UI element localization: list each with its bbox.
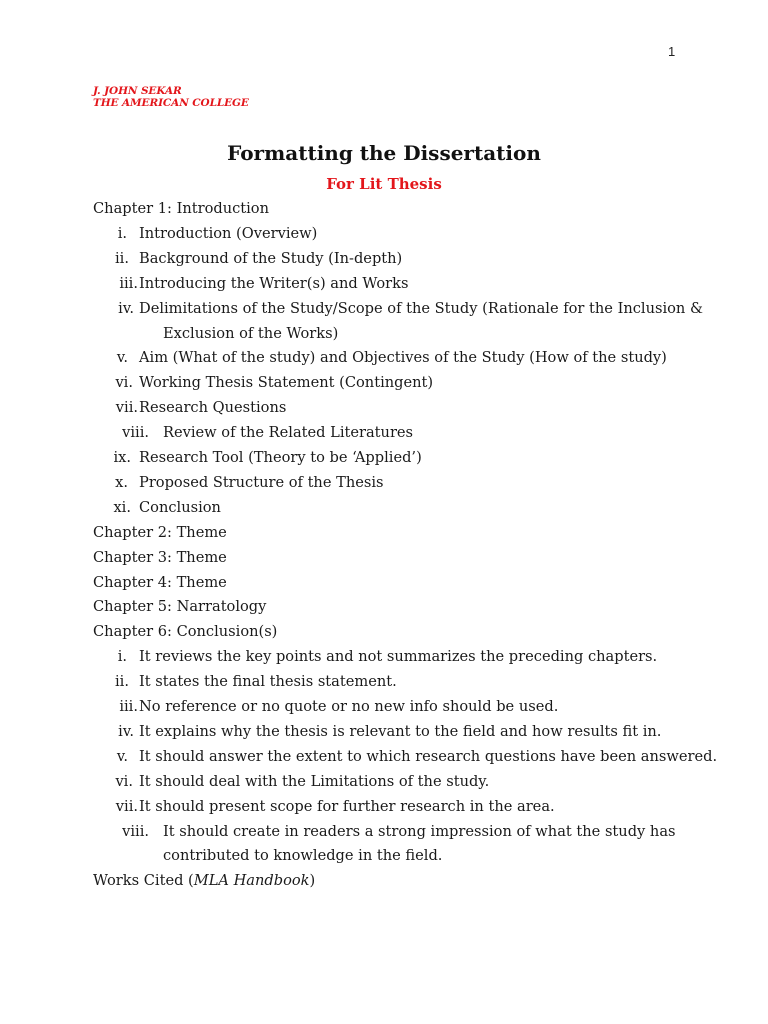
list-item [93,446,693,471]
author-institution: THE AMERICAN COLLEGE [93,97,249,109]
list-item-text: contributed to knowledge in the field. [163,847,443,865]
list-item [93,645,693,670]
list-item-number: xi. [113,498,131,516]
list-item [93,222,693,247]
list-item-text: Review of the Related Literatures [163,424,414,442]
list-item [93,421,693,446]
list-item-text: It should present scope for further research in the area. [139,797,555,815]
author-name: J. JOHN SEKAR [93,85,182,97]
page-title: Formatting the Dissertation [227,141,541,165]
chapter-6-heading: Chapter 6: Conclusion(s) [93,623,278,641]
list-item [93,396,693,421]
list-item-text: It states the final thesis statement. [139,673,397,691]
list-item-number: iv. [118,299,134,317]
works-cited-handbook: MLA Handbook [193,872,310,890]
list-item-text: It reviews the key points and not summarizes the preceding chapters. [139,648,658,666]
list-item [93,720,693,745]
list-item-text: It should answer the extent to which research questions have been answered. [139,747,718,765]
chapter-2-heading: Chapter 2: Theme [93,523,227,541]
list-item [93,695,693,720]
list-item-text: It should create in readers a strong impression of what the study has [163,822,676,840]
list-item-number: iv. [118,722,134,740]
chapter-3-heading: Chapter 3: Theme [93,548,227,566]
list-item-text: Background of the Study (In-depth) [139,249,403,267]
list-item [93,346,693,371]
list-item-number: iii. [119,698,138,715]
works-cited [93,869,315,894]
list-item [93,272,693,297]
list-item-number: v. [116,349,128,367]
list-item [93,820,693,845]
list-item-number: viii. [122,822,149,840]
works-cited-suffix: ) [309,872,316,890]
list-item-number: ii. [115,249,129,267]
chapter-4-heading: Chapter 4: Theme [93,573,227,591]
list-item-text: Working Thesis Statement (Contingent) [139,374,434,392]
list-item-text: Introducing the Writer(s) and Works [139,274,409,292]
list-item-number: ii. [115,673,129,691]
chapter-1-heading: Chapter 1: Introduction [93,200,269,217]
list-item [93,670,693,695]
chapter-5-heading: Chapter 5: Narratology [93,598,267,616]
list-item-number: viii. [122,424,149,442]
page-subtitle: For Lit Thesis [326,175,442,193]
list-item-number: i. [117,648,127,666]
list-item-number: i. [117,224,127,242]
list-item-text: Research Questions [139,399,287,417]
list-item-continuation [93,844,693,869]
list-item [93,247,693,272]
list-item-number: vii. [115,797,138,815]
list-item-text: Proposed Structure of the Thesis [139,473,384,491]
list-item-continuation [93,322,693,347]
list-item [93,795,693,820]
list-item [93,770,693,795]
list-item-text: Conclusion [139,498,221,516]
list-item [93,297,703,322]
works-cited-prefix: Works Cited ( [93,872,194,890]
list-item-number: ix. [113,449,131,466]
list-item-text: No reference or no quote or no new info should be used. [139,698,559,715]
list-item-text: Introduction (Overview) [139,224,318,242]
list-item [93,371,693,396]
list-item-text: Delimitations of the Study/Scope of the Study (Rationale for the Inclusion & [139,299,703,317]
list-item [93,496,693,521]
list-item [93,745,718,770]
list-item-text: It should deal with the Limitations of the study. [139,772,490,790]
list-item-number: v. [116,747,128,765]
author-block [93,85,249,109]
list-item-number: vi. [115,772,133,790]
list-item-text: It explains why the thesis is relevant to the field and how results fit in. [139,722,662,740]
list-item-number: iii. [119,274,138,292]
list-item-text: Research Tool (Theory to be ‘Applied’) [139,449,422,466]
list-item-number: x. [115,473,128,491]
list-item-text: Aim (What of the study) and Objectives of the Study (How of the study) [139,349,667,367]
list-item [93,471,693,496]
page-number: 1 [668,44,676,59]
list-item-text: Exclusion of the Works) [163,324,339,342]
list-item-number: vii. [115,399,138,417]
list-item-number: vi. [115,374,133,392]
